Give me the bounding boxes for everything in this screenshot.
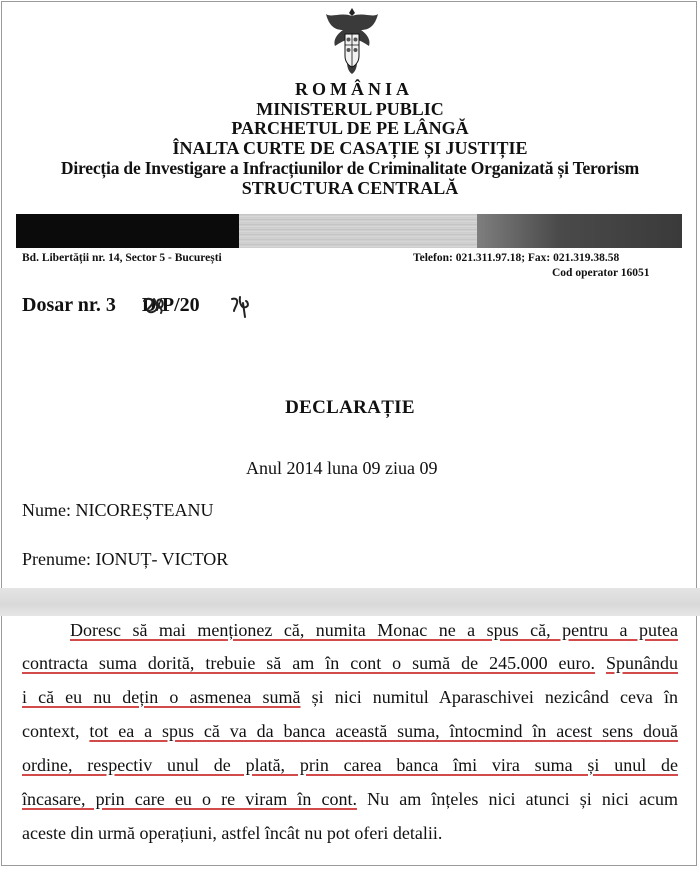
header-country: ROMÂNIA	[295, 79, 413, 99]
header-directorate: Direcția de Investigare a Infracțiunilor de Criminalitate Organizată și Terorism	[60, 158, 640, 178]
header-band-dark	[477, 214, 682, 248]
case-number-label: Dosar nr. 3	[22, 294, 116, 316]
contact-phone-fax: Telefon: 021.311.97.18; Fax: 021.319.38.58	[413, 252, 620, 264]
statement-line: încasare, prin care eu o re viram în cont. Nu am înțeles nici atunci și nici acum	[22, 789, 678, 809]
declaration-title: DECLARAȚIE	[285, 397, 415, 418]
statement-line: contracta suma dorită, trebuie să am în cont o sumă de 245.000 euro. Spunându	[22, 653, 679, 673]
statement-line: context, tot ea a spus că va da banca această suma, întocmind în acest sens două	[22, 721, 679, 741]
contact-operator-code: Cod operator 16051	[552, 267, 650, 279]
declaration-date: Anul 2014 luna 09 ziua 09	[246, 458, 438, 478]
scan-divider	[0, 588, 700, 616]
case-number-middle: D/P/20	[141, 294, 200, 316]
header-prosecutor: PARCHETUL DE PE LÂNGĂ	[231, 118, 469, 138]
header-court: ÎNALTA CURTE DE CASAȚIE ȘI JUSTIȚIE	[172, 138, 528, 158]
statement-line: Doresc să mai menționez că, numita Monac ne a spus că, pentru a putea	[70, 620, 678, 640]
header-band-black	[16, 214, 239, 248]
contact-address: Bd. Libertății nr. 14, Sector 5 - București	[22, 252, 222, 264]
handwritten-correction-icon	[140, 293, 255, 321]
declarant-first-name: Prenume: IONUȚ- VICTOR	[22, 549, 229, 569]
header-structure: STRUCTURA CENTRALĂ	[241, 178, 459, 198]
header-band-gray	[239, 214, 477, 248]
declarant-name: Nume: NICOREȘTEANU	[22, 500, 214, 520]
statement-line: aceste din urmă operațiuni, astfel încât nu pot oferi detalii.	[22, 823, 443, 843]
coat-of-arms-icon	[323, 4, 381, 76]
header-ministry: MINISTERUL PUBLIC	[256, 99, 444, 119]
statement-line: ordine, respectiv unul de plată, prin carea banca îmi vira suma și unul de	[22, 755, 678, 775]
statement-line: i că eu nu dețin o asmenea sumă și nici numitul Aparaschivei nezicând ceva în	[22, 687, 679, 707]
